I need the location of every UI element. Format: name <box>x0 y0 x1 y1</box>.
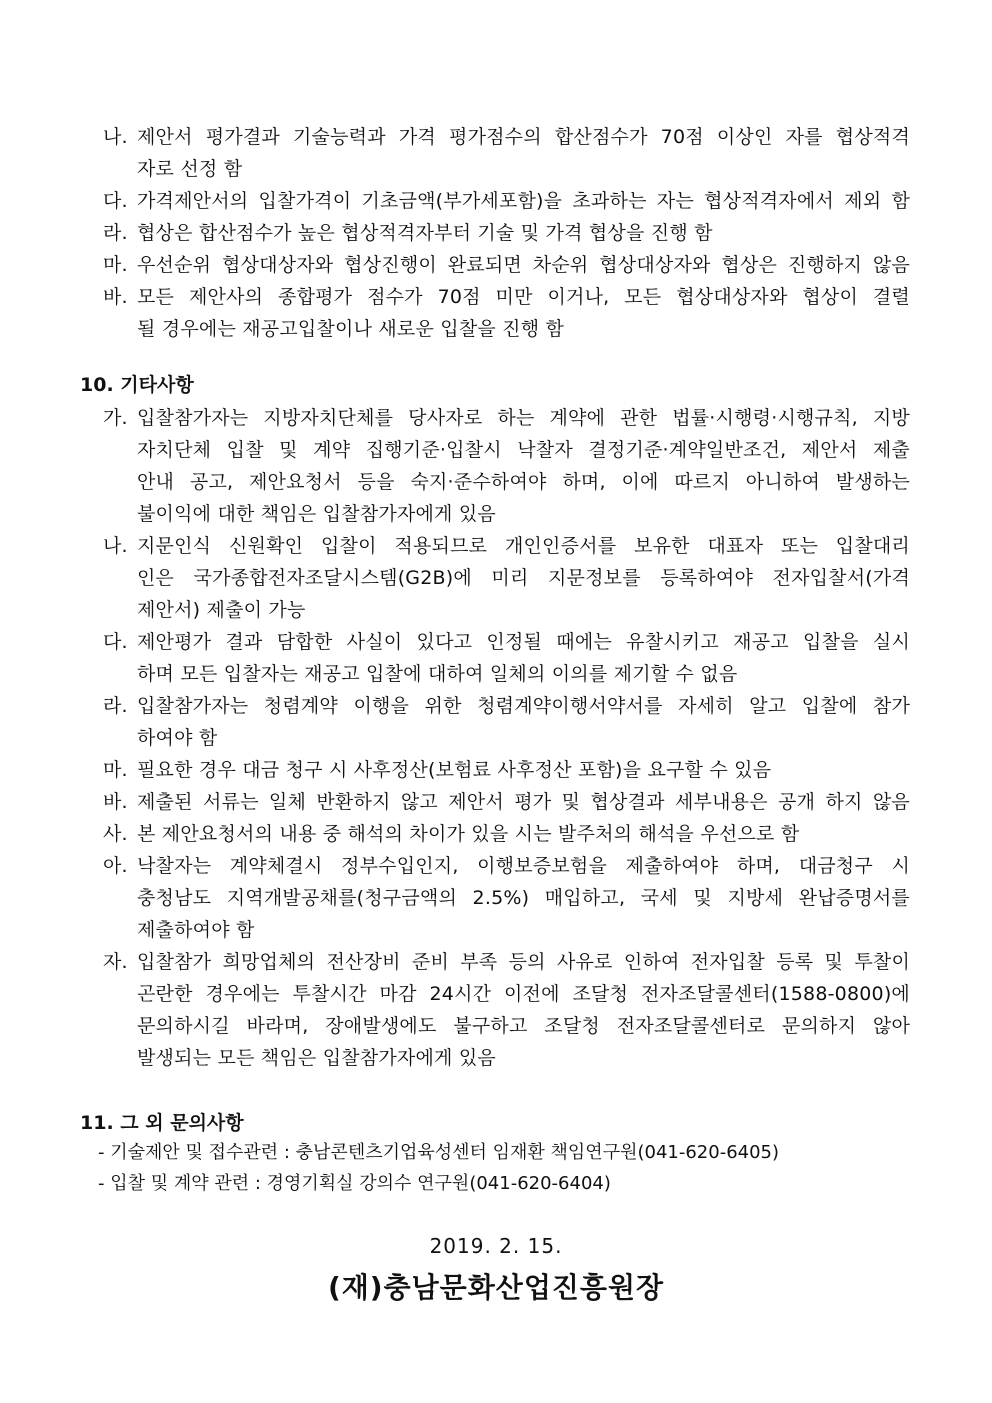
contact-line: - 기술제안 및 접수관련 : 충남콘텐츠기업육성센터 임재환 책임연구원(041-620-6405) <box>98 1142 780 1163</box>
item-marker: 아. <box>103 855 128 877</box>
item-marker: 자. <box>103 951 128 973</box>
item-marker: 마. <box>103 759 128 781</box>
item-line: 자로 선정 함 <box>137 158 243 180</box>
list-item <box>103 946 910 1074</box>
document-date: 2019. 2. 15. <box>429 1234 563 1258</box>
list-item <box>103 818 910 850</box>
list-item <box>103 690 910 754</box>
list-item <box>103 754 910 786</box>
list-item <box>103 626 910 690</box>
item-marker: 바. <box>103 791 128 813</box>
item-line: 본 제안요청서의 내용 중 해석의 차이가 있을 시는 발주처의 해석을 우선으로 함 <box>137 823 800 845</box>
item-line: 가격제안서의 입찰가격이 기초금액(부가세포함)을 초과하는 자는 협상적격자에서 제외 함 <box>137 190 910 212</box>
item-line: 안내 공고, 제안요청서 등을 숙지·준수하여야 하며, 이에 따르지 아니하여 발생하는 <box>137 471 910 493</box>
item-line: 제안서) 제출이 가능 <box>137 599 306 621</box>
item-line: 지문인식 신원확인 입찰이 적용되므로 개인인증서를 보유한 대표자 또는 입찰대리 <box>137 535 910 557</box>
item-marker: 가. <box>103 407 128 429</box>
item-line: 필요한 경우 대금 청구 시 사후정산(보험료 사후정산 포함)을 요구할 수 있음 <box>137 759 772 781</box>
item-line: 곤란한 경우에는 투찰시간 마감 24시간 이전에 조달청 전자조달콜센터(1588-0800)에 <box>137 983 910 1005</box>
item-line: 제안서 평가결과 기술능력과 가격 평가점수의 합산점수가 70점 이상인 자를 협상적격 <box>137 126 910 148</box>
item-line: 발생되는 모든 책임은 입찰참가자에게 있음 <box>137 1047 496 1069</box>
contact-line: - 입찰 및 계약 관련 : 경영기획실 강의수 연구원(041-620-6404) <box>98 1173 611 1194</box>
item-line: 하며 모든 입찰자는 재공고 입찰에 대하여 일체의 이의를 제기할 수 없음 <box>137 663 738 685</box>
item-line: 불이익에 대한 책임은 입찰참가자에게 있음 <box>137 503 496 525</box>
item-marker: 마. <box>103 254 128 276</box>
item-line: 우선순위 협상대상자와 협상진행이 완료되면 차순위 협상대상자와 협상은 진행하지 않음 <box>137 254 910 276</box>
item-line: 제출하여야 함 <box>137 919 255 941</box>
section-heading: 10. 기타사항 <box>80 374 194 396</box>
item-line: 제출된 서류는 일체 반환하지 않고 제안서 평가 및 협상결과 세부내용은 공개 하지 않음 <box>137 791 910 813</box>
item-line: 낙찰자는 계약체결시 정부수입인지, 이행보증보험을 제출하여야 하며, 대금청구 시 <box>137 855 910 877</box>
list-item <box>103 185 910 217</box>
item-line: 인은 국가종합전자조달시스템(G2B)에 미리 지문정보를 등록하여야 전자입찰서(가격 <box>137 567 910 589</box>
list-item <box>103 217 910 249</box>
issuer-signature: (재)충남문화산업진흥원장 <box>327 1271 665 1304</box>
list-item <box>103 121 910 185</box>
item-marker: 바. <box>103 286 128 308</box>
item-line: 협상은 합산점수가 높은 협상적격자부터 기술 및 가격 협상을 진행 함 <box>137 222 713 244</box>
item-marker: 라. <box>103 222 128 244</box>
list-item <box>103 850 910 946</box>
item-marker: 라. <box>103 695 128 717</box>
list-item <box>103 249 910 281</box>
item-marker: 다. <box>103 631 128 653</box>
item-line: 충청남도 지역개발공채를(청구금액의 2.5%) 매입하고, 국세 및 지방세 완납증명서를 <box>137 887 910 909</box>
item-line: 제안평가 결과 담합한 사실이 있다고 인정될 때에는 유찰시키고 재공고 입찰을 실시 <box>137 631 910 653</box>
list-item <box>103 786 910 818</box>
item-line: 입찰참가 희망업체의 전산장비 준비 부족 등의 사유로 인하여 전자입찰 등록 및 투찰이 <box>137 951 910 973</box>
list-item <box>103 530 910 626</box>
list-item <box>103 281 910 345</box>
item-marker: 사. <box>103 823 128 845</box>
item-line: 문의하시길 바라며, 장애발생에도 불구하고 조달청 전자조달콜센터로 문의하지 않아 <box>137 1015 910 1037</box>
item-line: 입찰참가자는 청렴계약 이행을 위한 청렴계약이행서약서를 자세히 알고 입찰에 참가 <box>137 695 910 717</box>
item-line: 모든 제안사의 종합평가 점수가 70점 미만 이거나, 모든 협상대상자와 협상이 결렬 <box>137 286 910 308</box>
item-line: 자치단체 입찰 및 계약 집행기준·입찰시 낙찰자 결정기준·계약일반조건, 제안서 제출 <box>137 439 910 461</box>
item-line: 입찰참가자는 지방자치단체를 당사자로 하는 계약에 관한 법률·시행령·시행규칙, 지방 <box>137 407 910 429</box>
item-marker: 나. <box>103 535 128 557</box>
item-line: 하여야 함 <box>137 727 218 749</box>
list-item <box>103 402 910 530</box>
item-line: 될 경우에는 재공고입찰이나 새로운 입찰을 진행 함 <box>137 318 565 340</box>
section-heading: 11. 그 외 문의사항 <box>80 1112 244 1134</box>
item-marker: 나. <box>103 126 128 148</box>
item-marker: 다. <box>103 190 128 212</box>
